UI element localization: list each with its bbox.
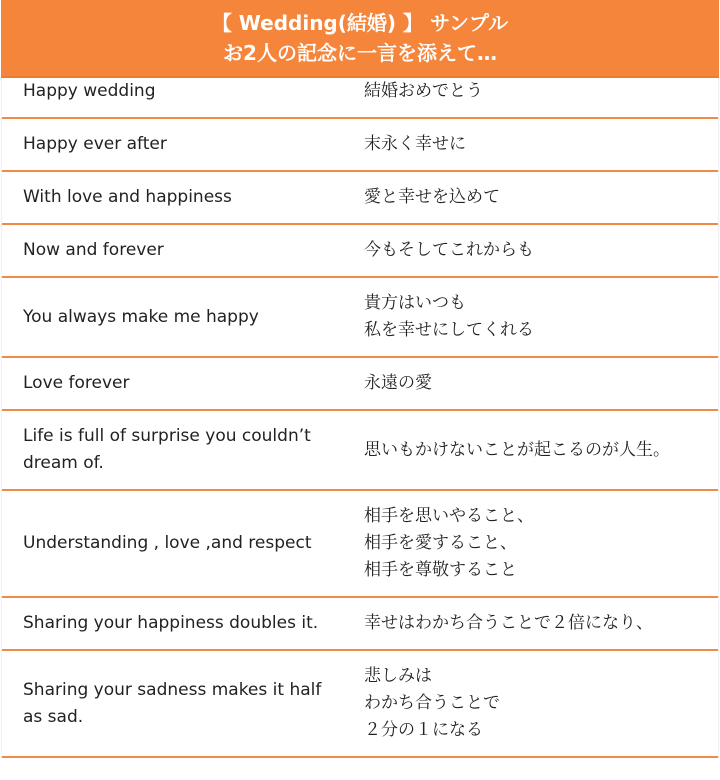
english-phrase [2, 423, 342, 477]
english-phrase [2, 237, 342, 264]
japanese-line: 相手を愛すること、 [364, 533, 517, 553]
japanese-phrase [342, 437, 718, 464]
japanese-line: 貴方はいつも [364, 293, 466, 313]
english-phrase [2, 131, 342, 158]
japanese-phrase [342, 131, 718, 158]
header-title-line-2: お2人の記念に一言を添えて… [223, 41, 497, 65]
japanese-line: 私を幸せにしてくれる [364, 320, 534, 340]
english-phrase [2, 304, 342, 331]
english-line: dream of. [23, 453, 104, 473]
japanese-line: 相手を思いやること、 [364, 506, 534, 526]
english-phrase [2, 184, 342, 211]
table-row [2, 78, 718, 119]
japanese-line: ２分の１になる [364, 720, 483, 740]
japanese-phrase [342, 503, 718, 584]
table-header [1, 0, 719, 78]
english-line: With love and happiness [23, 187, 232, 207]
phrase-table [1, 0, 719, 758]
japanese-phrase [342, 370, 718, 397]
japanese-line: 幸せはわかち合うことで２倍になり、 [364, 613, 653, 633]
japanese-phrase [342, 237, 718, 264]
english-line: Happy wedding [23, 81, 156, 101]
english-line: Love forever [23, 373, 130, 393]
japanese-phrase [342, 610, 718, 637]
japanese-phrase [342, 78, 718, 105]
table-row [2, 225, 718, 278]
english-line: Sharing your happiness doubles it. [23, 613, 319, 633]
japanese-line: 相手を尊敬すること [364, 560, 517, 580]
japanese-line: わかち合うことで [364, 693, 500, 713]
japanese-line: 結婚おめでとう [364, 81, 483, 101]
header-title-line-1: 【 Wedding(結婚) 】 サンプル [211, 11, 509, 35]
table-row [2, 411, 718, 491]
table-row [2, 278, 718, 358]
japanese-line: 今もそしてこれからも [364, 240, 534, 260]
english-phrase [2, 677, 342, 731]
japanese-line: 思いもかけないことが起こるのが人生。 [364, 439, 670, 460]
english-phrase [2, 530, 342, 557]
table-row [2, 358, 718, 411]
japanese-line: 悲しみは [364, 666, 432, 686]
english-line: Life is full of surprise you couldn’t [23, 426, 311, 446]
english-line: Understanding , love ,and respect [23, 533, 312, 553]
english-phrase [2, 78, 342, 105]
english-line: You always make me happy [23, 306, 259, 327]
table-body [1, 78, 719, 758]
english-line: Happy ever after [23, 134, 167, 154]
japanese-phrase [342, 290, 718, 344]
japanese-phrase [342, 184, 718, 211]
japanese-line: 愛と幸せを込めて [364, 187, 500, 207]
english-line: as sad. [23, 706, 84, 727]
table-row [2, 651, 718, 758]
english-phrase [2, 370, 342, 397]
table-row [2, 119, 718, 172]
japanese-phrase [342, 663, 718, 744]
english-line: Sharing your sadness makes it half [23, 679, 322, 700]
english-line: Now and forever [23, 240, 164, 260]
english-phrase [2, 610, 342, 637]
japanese-line: 末永く幸せに [364, 134, 466, 154]
table-row [2, 491, 718, 598]
table-row [2, 598, 718, 651]
japanese-line: 永遠の愛 [364, 373, 432, 393]
table-row [2, 172, 718, 225]
